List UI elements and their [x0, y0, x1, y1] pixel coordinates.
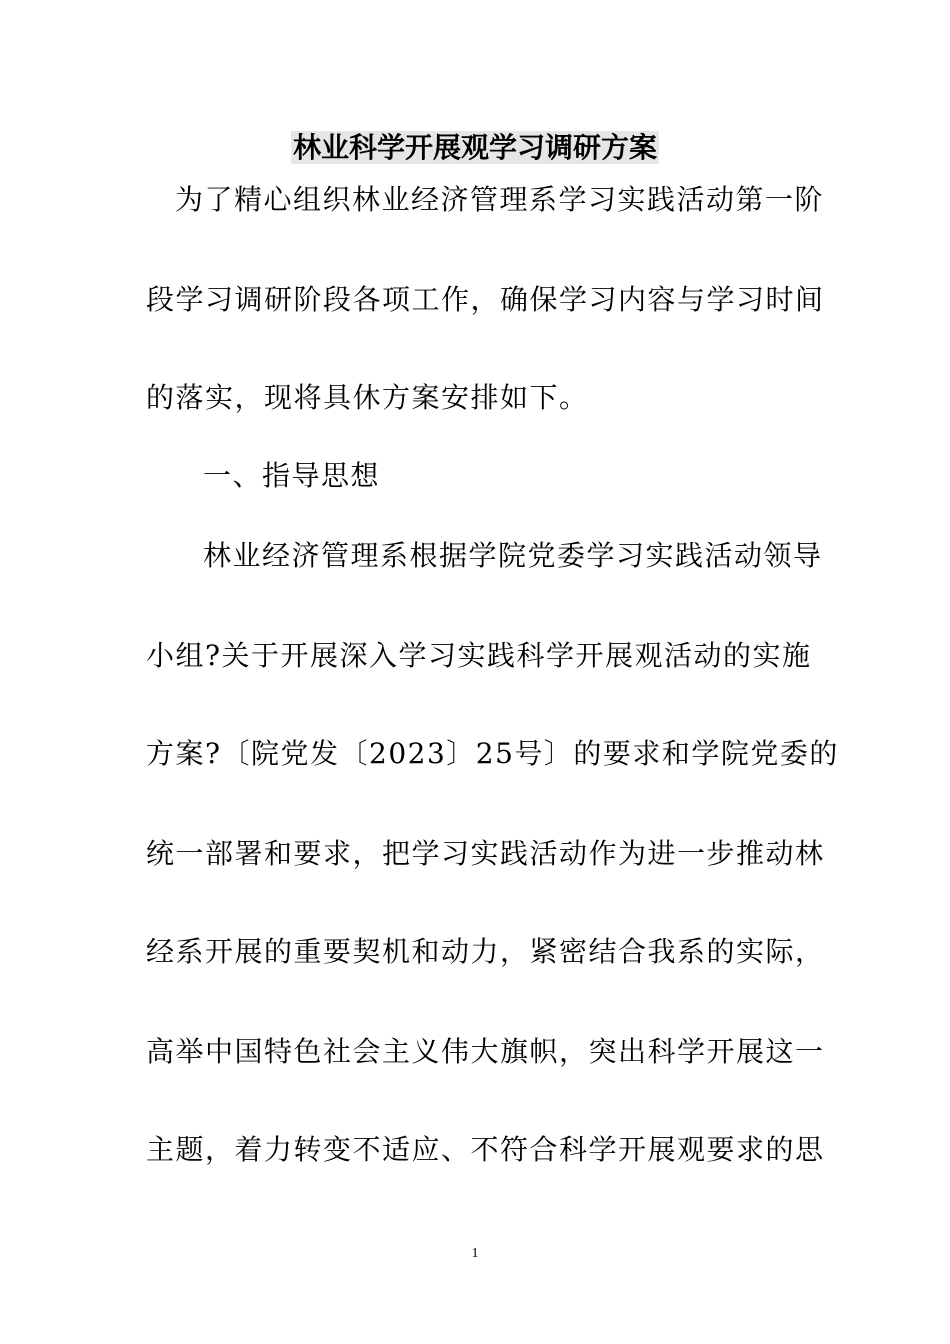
- page-number: 1: [471, 1246, 479, 1261]
- paragraph-line: 的落实，现将具休方案安排如下。: [146, 381, 589, 414]
- document-title-text: 林业科学开展观学习调研方案: [292, 131, 657, 164]
- paragraph-line: 段学习调研阶段各项工作，确保学习内容与学习时间: [146, 283, 825, 316]
- paragraph-line: 主题，着力转变不适应、不符合科学开展观要求的思: [146, 1133, 825, 1166]
- paragraph-line: 林业经济管理系根据学院党委学习实践活动领导: [203, 539, 823, 572]
- paragraph-line: 方案?〔院党发〔2023〕25号〕的要求和学院党委的: [146, 737, 839, 770]
- paragraph-line: 统一部署和要求，把学习实践活动作为进一步推动林: [146, 837, 825, 870]
- section-heading: 一、指导思想: [203, 459, 381, 492]
- paragraph-line: 小组?关于开展深入学习实践科学开展观活动的实施: [146, 639, 812, 672]
- document-title: [0, 128, 950, 168]
- paragraph-line: 为了精心组织林业经济管理系学习实践活动第一阶: [175, 183, 825, 216]
- paragraph-line: 经系开展的重要契机和动力，紧密结合我系的实际，: [146, 935, 825, 968]
- paragraph-line: 高举中国特色社会主义伟大旗帜，突出科学开展这一: [146, 1035, 825, 1068]
